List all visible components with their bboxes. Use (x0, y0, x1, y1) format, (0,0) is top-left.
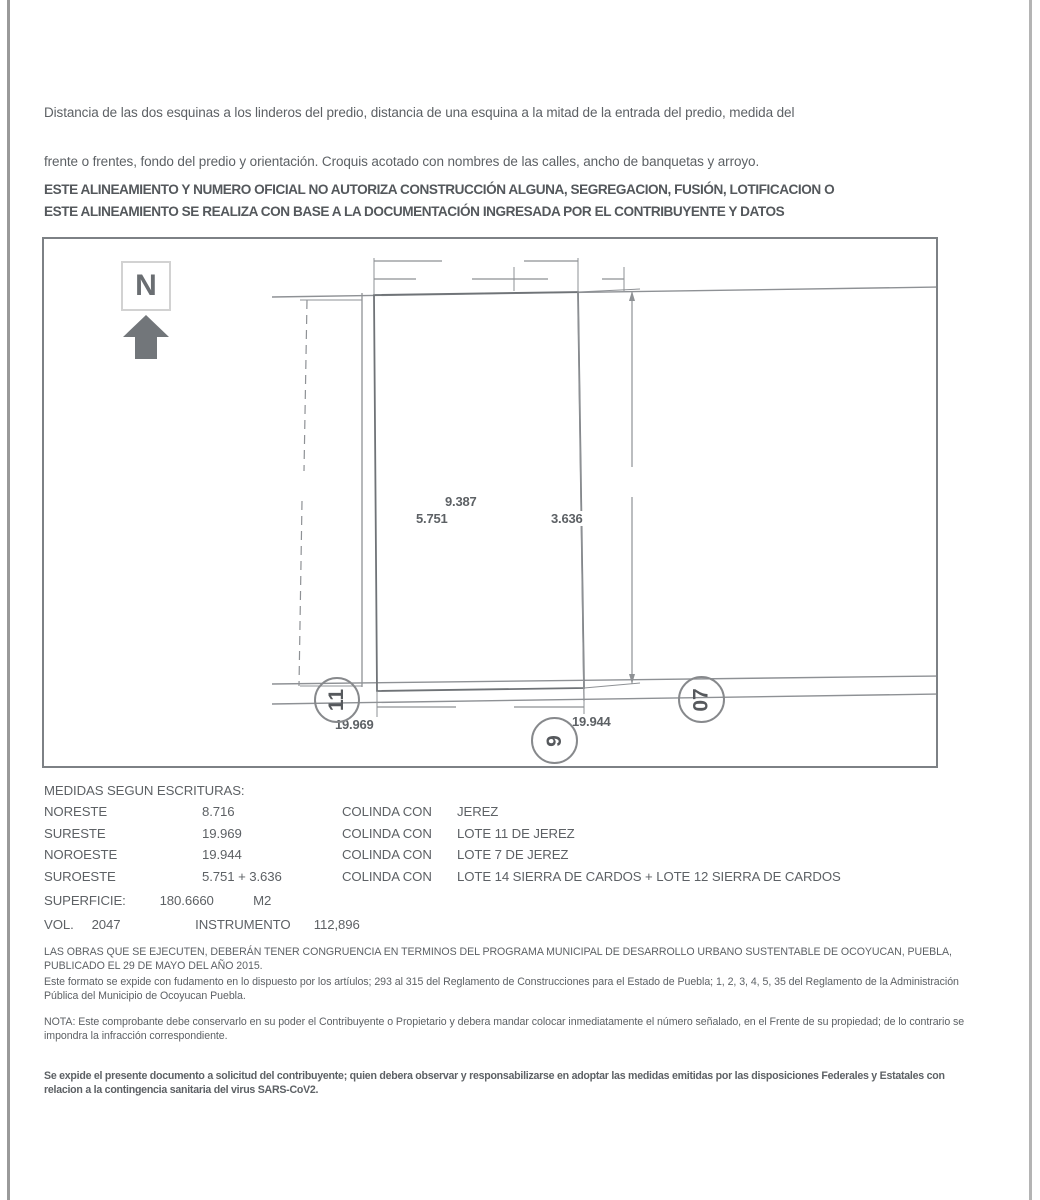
table-row (44, 847, 944, 869)
instrumento-label: INSTRUMENTO (195, 917, 291, 932)
instrumento-value: 112,896 (313, 917, 360, 932)
notice-line-2: ESTE ALINEAMIENTO SE REALIZA CON BASE A LA DOCUMENTACIÓN INGRESADA POR EL CONTRIBUYENTE Y DATOS (44, 204, 785, 219)
dimension-left-side: 19.969 (335, 717, 374, 732)
lot-marker-center (531, 717, 578, 764)
superficie-value: 180.6660 (159, 893, 214, 908)
row-value: 19.969 (202, 825, 242, 841)
measurements-title: MEDIDAS SEGUN ESCRITURAS: (44, 783, 245, 798)
row-with: LOTE 11 DE JEREZ (457, 825, 575, 841)
north-label: N (135, 269, 157, 302)
row-with: LOTE 7 DE JEREZ (457, 847, 569, 862)
superficie-unit: M2 (253, 893, 272, 908)
row-direction: NORESTE (44, 804, 108, 819)
row-value: 5.751 + 3.636 (202, 868, 282, 884)
row-value: 8.716 (202, 804, 235, 819)
notice-line-1: ESTE ALINEAMIENTO Y NUMERO OFICIAL NO AUTORIZA CONSTRUCCIÓN ALGUNA, SEGREGACION, FUSIÓN, LOTIFICACION O (44, 182, 835, 197)
superficie-row (44, 893, 271, 908)
row-colinda: COLINDA CON (342, 847, 432, 862)
dimension-right-side: 19.944 (572, 714, 611, 729)
row-with: JEREZ (457, 804, 499, 819)
row-direction: SUROESTE (44, 868, 116, 884)
lot-marker-right-label: 07 (689, 687, 713, 712)
legal-paragraph-sars: Se expide el presente documento a solicitud del contribuyente; quien debera observar y responsabilizarse en adoptar las medidas emitidas por las disposiciones Federales y Estatales con relacion a la contingencia sanitaria del virus SARS-CoV2. (44, 1070, 945, 1096)
superficie-label: SUPERFICIE: (44, 893, 126, 908)
row-colinda: COLINDA CON (342, 804, 432, 819)
lot-marker-right (678, 676, 725, 723)
row-direction: NOROESTE (44, 847, 118, 862)
table-row (44, 804, 944, 826)
table-row (44, 869, 944, 891)
measurements-table (44, 783, 944, 890)
legal-paragraph-formato: Este formato se expide con fudamento en lo dispuesto por los artíulos; 293 al 315 del Reglamento de Construcciones para el Estado de Puebla; 1, 2, 3, 4, 5, 35 del Reglamento de la Administración Pública del Municipio de Ocoyucan Puebla. (44, 976, 959, 1002)
row-direction: SURESTE (44, 825, 106, 841)
row-colinda: COLINDA CON (342, 825, 432, 841)
dimension-top-right: 3.636 (551, 511, 583, 526)
page-edge-left (7, 0, 10, 1200)
intro-paragraph-line-1: Distancia de las dos esquinas a los linderos del predio, distancia de una esquina a la mitad de la entrada del predio, medida del (44, 105, 795, 120)
vol-label: VOL. (44, 917, 74, 932)
page-edge-right (1029, 0, 1032, 1200)
lot-marker-center-label: 9 (542, 734, 566, 747)
site-plan-diagram (42, 237, 938, 768)
volumen-instrumento-row (44, 917, 360, 932)
plot-geometry (44, 239, 938, 768)
row-value: 19.944 (202, 847, 242, 862)
dimension-top-total: 9.387 (445, 494, 477, 509)
lot-marker-left (314, 677, 360, 723)
table-row (44, 826, 944, 848)
dimension-top-left: 5.751 (416, 511, 448, 526)
legal-paragraph-obras: LAS OBRAS QUE SE EJECUTEN, DEBERÁN TENER CONGRUENCIA EN TERMINOS DEL PROGRAMA MUNICIPAL DE DESARROLLO URBANO SUSTENTABLE DE OCOYUCAN, PUEBLA, PUBLICADO EL 29 DE MAYO DEL AÑO 2015. (44, 946, 952, 972)
intro-paragraph-line-2: frente o frentes, fondo del predio y orientación. Croquis acotado con nombres de las calles, ancho de banquetas y arroyo. (44, 154, 760, 169)
row-colinda: COLINDA CON (342, 868, 432, 884)
vol-value: 2047 (91, 917, 121, 932)
legal-paragraph-nota: NOTA: Este comprobante debe conservarlo en su poder el Contribuyente o Propietario y debera mandar colocar inmediatamente el número señalado, en el Frente de su propiedad; de lo contrario se impondra la infracción correspondiente. (44, 1016, 965, 1042)
lot-marker-left-label: 11 (324, 688, 348, 712)
row-with: LOTE 14 SIERRA DE CARDOS + LOTE 12 SIERRA DE CARDOS (457, 868, 841, 884)
